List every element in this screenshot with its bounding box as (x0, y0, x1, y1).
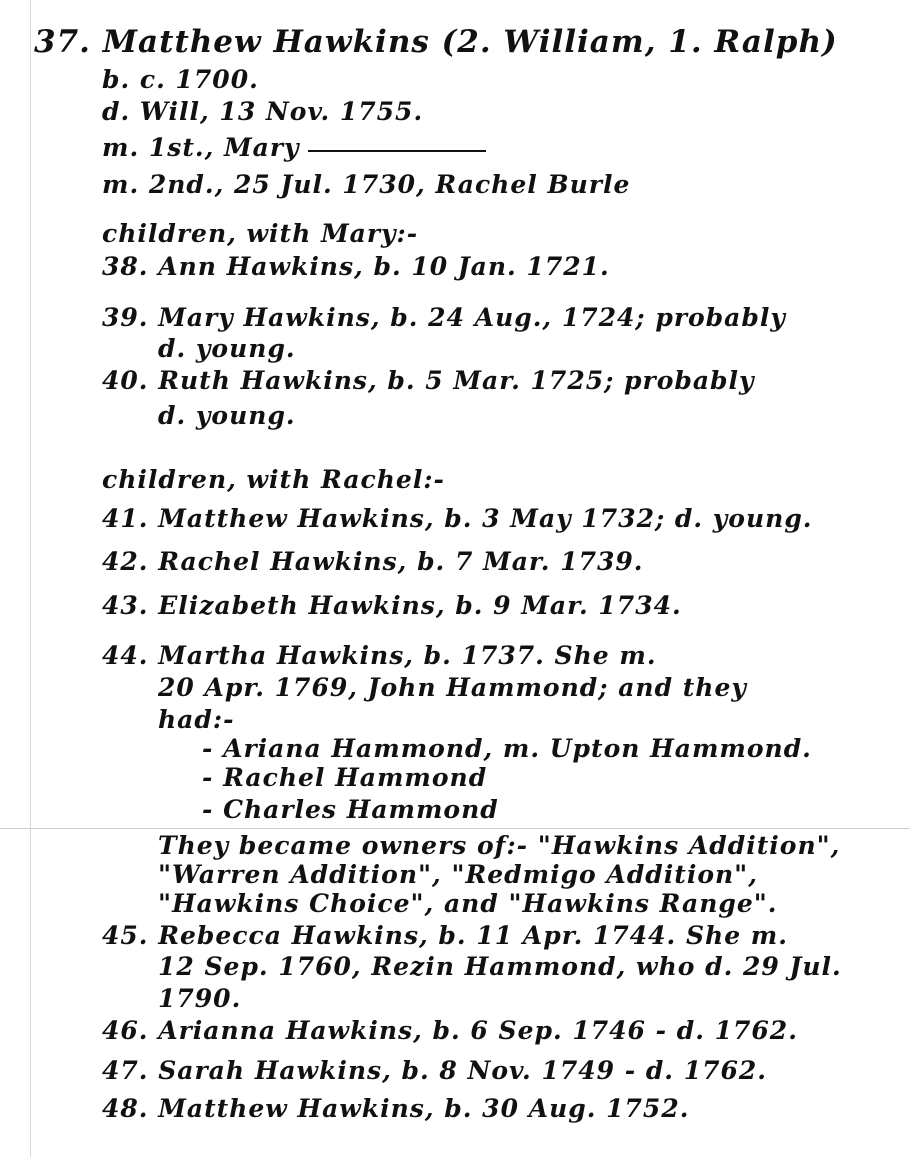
child-line: d. young. (158, 334, 296, 363)
child-line: 47. Sarah Hawkins, b. 8 Nov. 1749 - d. 1762. (102, 1056, 767, 1085)
child-line: 40. Ruth Hawkins, b. 5 Mar. 1725; probably (102, 366, 755, 395)
grandchild-line: - Rachel Hammond (202, 763, 488, 792)
child-line: 12 Sep. 1760, Rezin Hammond, who d. 29 Jul. (158, 952, 842, 981)
child-line: 42. Rachel Hawkins, b. 7 Mar. 1739. (102, 547, 644, 576)
property-line: "Warren Addition", "Redmigo Addition", (158, 860, 758, 889)
grandchild-line: - Ariana Hammond, m. Upton Hammond. (202, 734, 812, 763)
property-line: They became owners of:- "Hawkins Addition", (158, 831, 841, 860)
child-line: 38. Ann Hawkins, b. 10 Jan. 1721. (102, 252, 610, 281)
entry-heading: 37. Matthew Hawkins (2. William, 1. Ralph) (34, 24, 838, 60)
unknown-surname-blank (308, 150, 486, 152)
entry-first-marriage (102, 133, 486, 162)
grandchild-line: - Charles Hammond (202, 795, 499, 824)
child-line: 39. Mary Hawkins, b. 24 Aug., 1724; probably (102, 303, 786, 332)
first-marriage-text: m. 1st., Mary (102, 133, 300, 162)
child-line: had:- (158, 705, 235, 734)
child-line: 45. Rebecca Hawkins, b. 11 Apr. 1744. She m. (102, 921, 788, 950)
child-line: d. young. (158, 401, 296, 430)
page-fold-line (0, 828, 910, 829)
children-rachel-label: children, with Rachel:- (102, 465, 445, 494)
entry-died: d. Will, 13 Nov. 1755. (102, 97, 424, 126)
child-line: 44. Martha Hawkins, b. 1737. She m. (102, 641, 657, 670)
child-line: 20 Apr. 1769, John Hammond; and they (158, 673, 747, 702)
entry-born: b. c. 1700. (102, 65, 259, 94)
property-line: "Hawkins Choice", and "Hawkins Range". (158, 889, 778, 918)
entry-second-marriage: m. 2nd., 25 Jul. 1730, Rachel Burle (102, 170, 631, 199)
children-mary-label: children, with Mary:- (102, 219, 419, 248)
child-line: 1790. (158, 984, 242, 1013)
child-line: 43. Elizabeth Hawkins, b. 9 Mar. 1734. (102, 591, 682, 620)
child-line: 46. Arianna Hawkins, b. 6 Sep. 1746 - d. 1762. (102, 1016, 798, 1045)
margin-rule (30, 0, 31, 1157)
child-line: 48. Matthew Hawkins, b. 30 Aug. 1752. (102, 1094, 690, 1123)
child-line: 41. Matthew Hawkins, b. 3 May 1732; d. young. (102, 504, 813, 533)
